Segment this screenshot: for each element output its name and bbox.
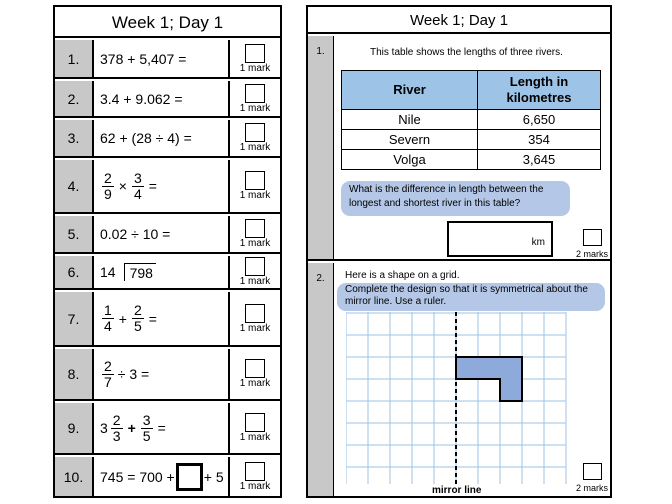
question-section-1 (308, 36, 610, 261)
long-division-bracket (124, 263, 156, 281)
numerator: 3 (142, 411, 151, 428)
question-row-2 (55, 81, 280, 118)
fraction (132, 171, 144, 202)
operator: + (118, 310, 127, 327)
river-table (341, 70, 601, 170)
mark-box[interactable] (583, 229, 602, 246)
mark-cell (230, 349, 280, 399)
question-number: 1. (55, 40, 94, 77)
question-row-10 (55, 457, 280, 496)
answer-box[interactable] (245, 171, 265, 190)
right-worksheet-title: Week 1; Day 1 (308, 7, 610, 34)
symmetry-grid[interactable] (346, 312, 568, 484)
question-number: 10. (55, 457, 94, 496)
equals-sign: = (148, 178, 157, 194)
question-expression (94, 160, 230, 212)
expression-start: 745 = 700 + (100, 468, 175, 485)
mark-label: 1 mark (239, 480, 271, 492)
question-expression (94, 457, 230, 496)
question-row-4 (55, 160, 280, 214)
numerator: 2 (133, 302, 142, 318)
answer-box[interactable] (245, 123, 265, 142)
question-row-1 (55, 40, 280, 79)
mark-cell (230, 160, 280, 212)
numerator: 2 (104, 169, 112, 186)
question-section-2 (308, 263, 610, 496)
answer-box[interactable] (245, 219, 265, 238)
fraction (102, 171, 114, 202)
question-number: 8. (55, 349, 94, 399)
mark-cell (230, 40, 280, 77)
mark-label: 1 mark (239, 432, 271, 443)
question-number: 5. (55, 216, 94, 252)
operator: + (127, 420, 136, 436)
denominator: 5 (142, 427, 151, 444)
mark-label: 1 mark (239, 62, 271, 74)
question-row-3 (55, 120, 280, 158)
table-header: Length in kilometres (478, 71, 601, 110)
question-number: 2. (55, 81, 94, 116)
mark-label: 1 mark (239, 142, 271, 153)
left-worksheet-title: Week 1; Day 1 (55, 7, 280, 38)
table-row (342, 110, 601, 130)
question-expression: 0.02 ÷ 10 = (94, 216, 230, 252)
river-length: 3,645 (478, 150, 601, 170)
table-header-row (342, 71, 601, 110)
question-number: 4. (55, 160, 94, 212)
table-row (342, 130, 601, 150)
question-number: 3. (55, 120, 94, 156)
mark-cell (230, 403, 280, 453)
mark-label: 1 mark (239, 102, 271, 114)
instruction-bubble: Complete the design so that it is symmetrical about the mirror line. Use a ruler. (337, 283, 605, 311)
mark-cell (230, 120, 280, 156)
mark-label: 1 mark (239, 378, 271, 389)
mirror-line-label: mirror line (432, 485, 482, 496)
answer-box[interactable] (245, 257, 265, 276)
answer-box[interactable] (245, 84, 265, 103)
fraction (102, 303, 114, 334)
river-length: 354 (478, 130, 601, 150)
question-bubble: What is the difference in length between the longest and shortest river in this table? (341, 181, 570, 216)
numerator: 1 (104, 302, 112, 318)
denominator: 4 (133, 185, 142, 202)
given-shape (456, 357, 522, 401)
operator: × (118, 178, 127, 194)
expression-tail: ÷ 3 = (117, 366, 150, 382)
question-number: 2. (308, 263, 334, 496)
mark-cell (230, 81, 280, 116)
numerator: 2 (112, 411, 121, 428)
unit-label: km (531, 237, 545, 248)
answer-box[interactable] (245, 44, 265, 63)
answer-box[interactable] (245, 359, 265, 378)
fraction (132, 303, 144, 334)
question-number: 6. (55, 256, 94, 288)
fraction (102, 359, 114, 390)
question-row-6 (55, 256, 280, 290)
question-expression (94, 292, 230, 345)
mark-label: 1 mark (239, 276, 271, 287)
missing-number-box[interactable] (176, 463, 203, 491)
fraction (141, 413, 153, 444)
dividend: 798 (129, 265, 153, 281)
question-expression (94, 349, 230, 399)
answer-box[interactable] (245, 304, 265, 323)
mark-label: 1 mark (239, 190, 271, 201)
answer-box[interactable] (245, 413, 265, 432)
numerator: 2 (104, 357, 112, 374)
question-expression: 3.4 + 9.062 = (94, 81, 230, 116)
answer-input-box[interactable] (447, 221, 553, 257)
mark-cell (230, 216, 280, 252)
river-name: Severn (342, 130, 478, 150)
denominator: 3 (112, 427, 121, 444)
question-row-5 (55, 216, 280, 254)
question-number: 9. (55, 403, 94, 453)
question-intro: This table shows the lengths of three rivers. (370, 47, 563, 58)
table-row (342, 150, 601, 170)
river-name: Volga (342, 150, 478, 170)
question-row-7 (55, 292, 280, 347)
question-row-9 (55, 403, 280, 455)
question-number: 1. (308, 36, 334, 259)
denominator: 5 (133, 318, 142, 334)
mark-cell (230, 457, 280, 496)
question-expression (94, 403, 230, 453)
question-intro: Here is a shape on a grid. (345, 270, 460, 281)
mark-label: 1 mark (239, 238, 271, 249)
question-number: 7. (55, 292, 94, 345)
mark-cell (230, 292, 280, 345)
divisor: 14 (100, 264, 116, 280)
equals-sign: = (157, 420, 166, 436)
denominator: 4 (104, 318, 112, 334)
fraction (111, 413, 123, 444)
mark-cell (230, 256, 280, 288)
question-expression (94, 256, 230, 288)
mark-label: 1 mark (239, 322, 271, 334)
question-expression: 378 + 5,407 = (94, 40, 230, 77)
question-row-8 (55, 349, 280, 401)
whole-number: 3 (100, 420, 108, 436)
denominator: 9 (104, 185, 112, 202)
left-worksheet (53, 5, 282, 498)
table-header: River (342, 71, 478, 110)
answer-box[interactable] (245, 462, 265, 481)
right-worksheet (306, 5, 612, 498)
river-length: 6,650 (478, 110, 601, 130)
river-name: Nile (342, 110, 478, 130)
marks-label: 2 marks (576, 249, 609, 259)
numerator: 3 (133, 169, 142, 186)
mark-box[interactable] (583, 463, 602, 480)
denominator: 7 (104, 373, 112, 390)
equals-sign: = (148, 310, 157, 327)
expression-end: + 5 (203, 468, 224, 485)
marks-label: 2 marks (576, 483, 609, 493)
question-expression: 62 + (28 ÷ 4) = (94, 120, 230, 156)
